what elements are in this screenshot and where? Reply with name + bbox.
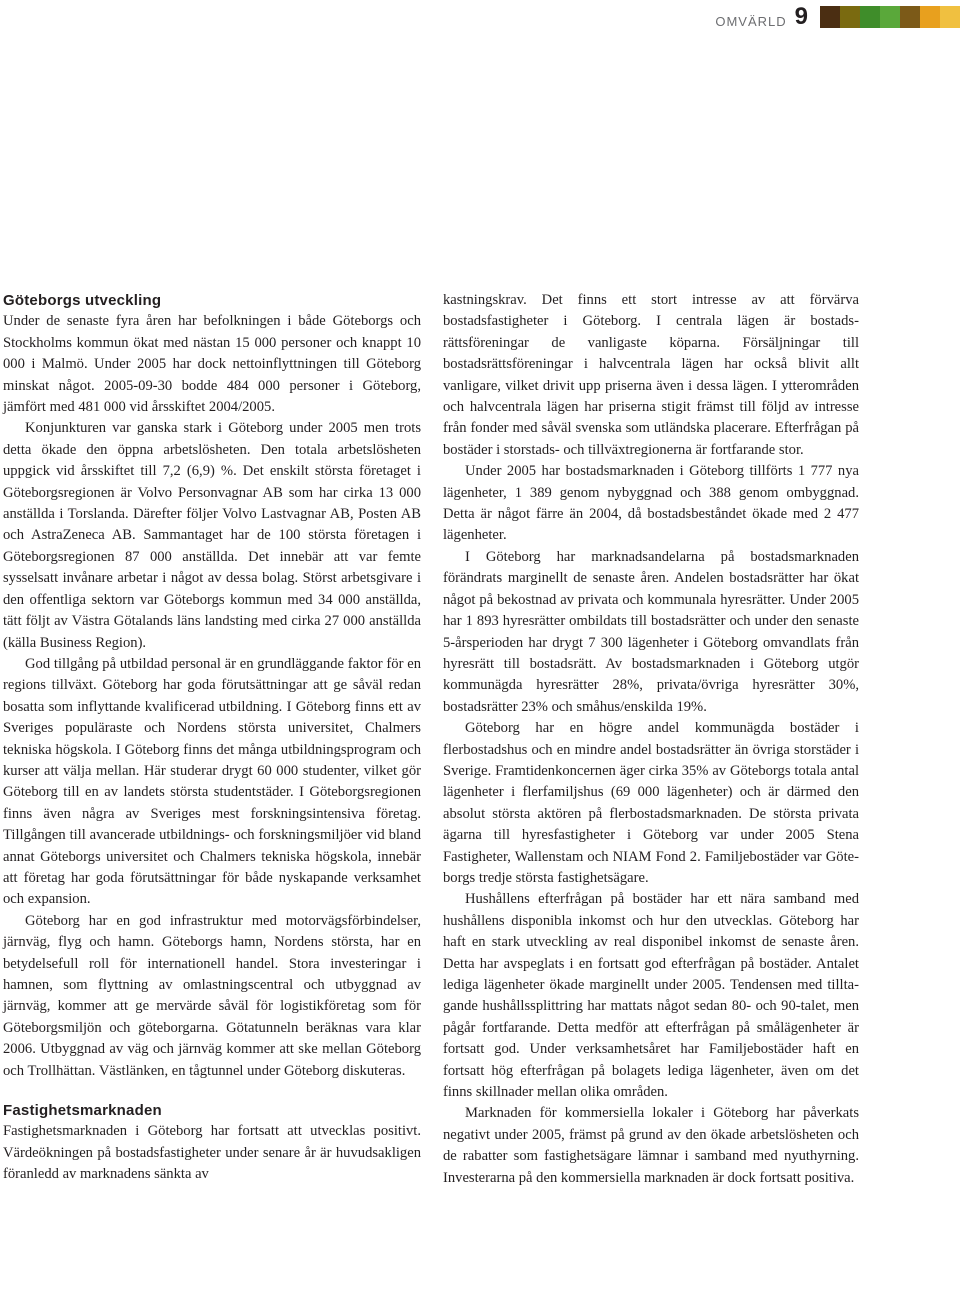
body-paragraph: I Göteborg har marknadsandelarna på bostadsmarknaden förändrats marginellt de senaste åren. Andelen bostadsrätter har ökat något på bekostnad av privata och kommunala hyresrätter. Under 2005 har 1 893 hyresrätter ombildats till bostadsrätter och under den senaste 5-årsperioden har drygt 7 300 lägenheter i Göteborg omvandlats från hyresrätt till bostadsrätt. Av bostadsmarknaden i Göteborg utgör kommunägda hyresrätter 28%, privata/övriga hyresrätter 30%, bostadsrätter 23% och småhus/enskilda 19%.: [443, 548, 859, 715]
color-swatch: [920, 6, 940, 28]
color-swatch: [880, 6, 900, 28]
page-number: 9: [794, 3, 808, 30]
left-column: [3, 290, 421, 1186]
color-swatch-bar: [820, 6, 960, 28]
color-swatch: [900, 6, 920, 28]
body-paragraph: Fastighetsmarknaden i Göteborg har fortsatt att utvecklas positivt. Värdeökningen på bostadsfastigheter under senare år är huvudsakligen föranledd av marknadens sänkta av: [3, 1123, 421, 1183]
section-heading: Göteborgs utveckling: [3, 292, 162, 309]
page-header: [715, 4, 960, 30]
body-paragraph: Hushållens efterfrågan på bostäder har ett nära samband med hushållens disponibla inkomst och hur den utvecklas. Göteborg har haft en stark utveckling av real disponibel inkomst de senaste åren. Detta har avspeglats i en fortsatt god efterfrågan på bostäder. Antalet lediga lägenheter ökade marginellt under 2005. Tendensen med tilltagande hushållssplittring har mattats något sedan 80- och 90-talet, men pågår fortfarande. Detta medför att efterfrågan på smålägenheter är fortsatt god. Under verksamhetsåret har Familjebostäder haft en fortsatt hög efterfrågan på bolagets lediga lägenheter, även om det finns skillnader mellan olika områden.: [443, 891, 859, 1101]
section-heading: Fastighetsmarknaden: [3, 1102, 162, 1120]
body-paragraph: Göteborg har en högre andel kommunägda bostäder i flerbostadshus och en mindre andel bostadsrätter än övriga storstäder i Sverige. Framtidenkoncernen äger cirka 35% av Göteborgs totala antal lägenheter i flerfamiljshus (69 000 lägenheter) och är därmed den absolut största aktören på flerbostadsmarknaden. De största privata ägarna till hyresfastigheter i Göteborg var under 2005 Stena Fastigheter, Wallenstam och NIAM Fond 2. Familjebostäder var Göteborgs tredje största fastighetsägare.: [443, 720, 859, 886]
color-swatch: [840, 6, 860, 28]
body-paragraph: Marknaden för kommersiella lokaler i Göteborg har påverkats negativt under 2005, främst på grund av den ökade arbetslösheten och de rabatter som fastighetsägare lämnar i samband med nyuthyrning. Investerarna på den kommersiella marknaden är dock fortsatt positiva.: [443, 1105, 859, 1186]
body-paragraph: Under de senaste fyra åren har befolkningen i både Göteborgs och Stockholms kommun ökat med nästan 15 000 personer och knappt 10 000 i Malmö. Under 2005 har dock nettoinflyttningen till Göteborg minskat något. 2005-09-30 bodde 484 000 personer i Göteborg, jämfört med 481 000 vid årsskiftet 2004/2005.: [3, 313, 421, 416]
color-swatch: [820, 6, 840, 28]
color-swatch: [940, 6, 960, 28]
body-paragraph: Under 2005 har bostadsmarknaden i Göteborg tillförts 1 777 nya lägenheter, 1 389 genom nybyggnad och 388 genom ombyggnad. Detta är något färre än 2004, då bostadsbeståndet ökade med 2 477 lägenheter.: [443, 463, 859, 544]
body-paragraph: Konjunkturen var ganska stark i Göteborg under 2005 men trots detta ökade den öppna arbetslösheten. Den totala arbetslösheten uppgick vid årsskiftet till 7,2 (6,9) %. Det enskilt största företaget i Göteborgsregionen är Volvo Personvagnar AB som har cirka 13 000 anställda i Torslanda. Därefter följer Volvo Lastvagnar AB, Posten AB och AstraZeneca AB. Sammantaget har de 100 största företagen i Göteborgsregionen 87 000 anställda. Det innebär att var femte sysselsatt invånare arbetar i något av dessa bolag. Störst arbetsgivare i den offentliga sektorn var Göteborgs kommun med 34 000 anställda, tätt följt av Västra Götalands läns landsting med cirka 27 000 anställda (källa Business Region).: [3, 420, 421, 651]
section-name: OMVÄRLD: [715, 13, 787, 29]
body-paragraph: Göteborg har en god infrastruktur med motorvägsförbindelser, järnväg, flyg och hamn. Göteborgs hamn, Nordens största, har en betydelsefull roll för internationell handel. Stora investeringar i hamnen, som flyttning av omlastningscentral och utbyggnad av järnväg, kommer att ge mervärde såväl för logistikföretag som för Göteborgsmiljön och göteborgarna. Götatunneln beräknas vara klar 2006. Utbyggnad av väg och järnväg kommer att ske mellan Göteborg och Trollhättan. Västlänken, en tågtunnel under Göteborg diskuteras.: [3, 912, 421, 1079]
right-column: [443, 290, 859, 1189]
color-swatch: [860, 6, 880, 28]
body-paragraph: God tillgång på utbildad personal är en grundläggande faktor för en regions tillväxt. Göteborg har goda förutsättningar att ge såväl redan bosatta som inflyttande kvalificerad utbildning. I Göteborg finns ett av Sveriges populäraste och Nordens största universitet, Chalmers tekniska högskola. I Göteborg finns det många utbildningsprogram och kurser att välja mellan. Här studerar drygt 60 000 studenter, vilket gör Göteborg till en av landets största studentstäder. I Göteborgsregionen finns även några av Sveriges mest forskningsintensiva företag. Tillgången till avancerade utbildnings- och forskningsmiljöer vid bland annat Göteborgs universitet och Chalmers tekniska högskola, innebär att företag har goda förutsättningar för både nyskapande verksamhet och expansion.: [3, 655, 421, 908]
body-paragraph: kastningskrav. Det finns ett stort intresse av att förvärva bostadsfastigheter i Göteborg. I centrala lägen är bostadsrättsföreningar de vanligaste köparna. Försäljningar till bostadsrättsföreningar i halvcentrala lägen har också blivit allt vanligare, vilket drivit upp priserna även i dessa lägen. I ytterområden och halvcentrala lägen har priserna stigit främst till följd av intresse från fonder med såväl svenska som utländska placerare. Efterfrågan på bostäder i storstads- och tillväxtregionerna är fortfarande stor.: [443, 292, 859, 458]
